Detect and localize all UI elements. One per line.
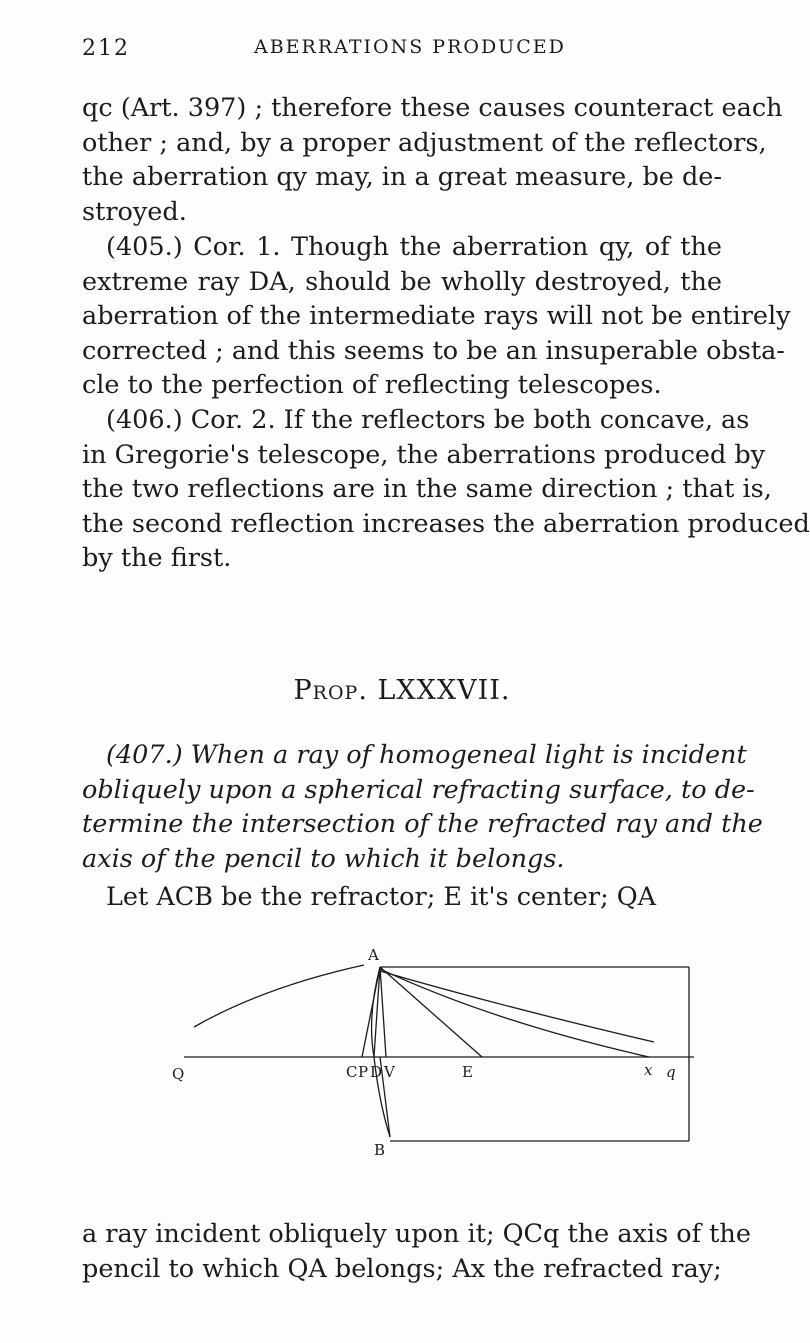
label-x: x: [644, 1061, 653, 1079]
label-a: A: [368, 946, 379, 964]
label-q-upper: Q: [172, 1065, 185, 1083]
label-q-lower: q: [666, 1063, 676, 1081]
page-header: [82, 36, 722, 66]
text-line: (405.) Cor. 1. Though the aberration qy, of the: [106, 232, 722, 262]
upper-refracted-ray: [380, 971, 654, 1042]
running-head: ABERRATIONS PRODUCED: [254, 36, 566, 58]
text-line: the aberration qy may, in a great measure, be de-: [82, 162, 722, 193]
label-p: P: [358, 1063, 369, 1081]
text-line: stroyed.: [82, 196, 187, 227]
refraction-diagram: [172, 927, 704, 1166]
label-c: C: [346, 1063, 358, 1081]
paragraph-404-end: [82, 91, 783, 229]
proposition-statement: [82, 738, 763, 876]
line-ae: [380, 967, 482, 1057]
text-line: by the first.: [82, 543, 232, 574]
label-d: D: [370, 1063, 383, 1081]
text-line: (406.) Cor. 2. If the reflectors be both concave, as: [106, 405, 750, 435]
text-line: qc (Art. 397) ; therefore these causes counteract each: [82, 93, 783, 123]
paragraph-406: [82, 403, 810, 576]
text-line: in Gregorie's telescope, the aberrations produced by: [82, 439, 766, 470]
incident-ray-qa: [194, 965, 364, 1027]
proposition-heading: Prop. LXXXVII.: [293, 675, 511, 706]
text-line: cle to the perfection of reflecting telescopes.: [82, 370, 662, 401]
label-b: B: [374, 1141, 386, 1159]
text-line: a ray incident obliquely upon it; QCq the axis of the: [82, 1219, 751, 1249]
text-line: aberration of the intermediate rays will not be entirely: [82, 301, 791, 332]
paragraph-final: [82, 1217, 751, 1286]
label-e: E: [462, 1063, 473, 1081]
text-line: pencil to which QA belongs; Ax the refracted ray;: [82, 1253, 722, 1284]
text-line: obliquely upon a spherical refracting surface, to de-: [82, 774, 755, 805]
text-line: axis of the pencil to which it belongs.: [82, 843, 565, 874]
paragraph-405: [82, 230, 791, 403]
label-v: V: [384, 1063, 395, 1081]
diagram-svg: [172, 927, 704, 1162]
text-line: (407.) When a ray of homogeneal light is incident: [106, 740, 747, 770]
text-line: Let ACB be the refractor; E it's center; QA: [106, 882, 657, 912]
page-number: 212: [82, 36, 130, 61]
let-line: [82, 880, 722, 915]
text-line: other ; and, by a proper adjustment of the reflectors,: [82, 127, 767, 158]
text-line: corrected ; and this seems to be an insuperable obsta-: [82, 335, 785, 366]
text-line: the two reflections are in the same direction ; that is,: [82, 474, 772, 505]
text-line: termine the intersection of the refracted ray and the: [82, 809, 763, 840]
line-av: [380, 967, 386, 1057]
text-line: extreme ray DA, should be wholly destroyed, the: [82, 266, 722, 297]
text-line: the second reflection increases the aberration produced: [82, 508, 810, 539]
